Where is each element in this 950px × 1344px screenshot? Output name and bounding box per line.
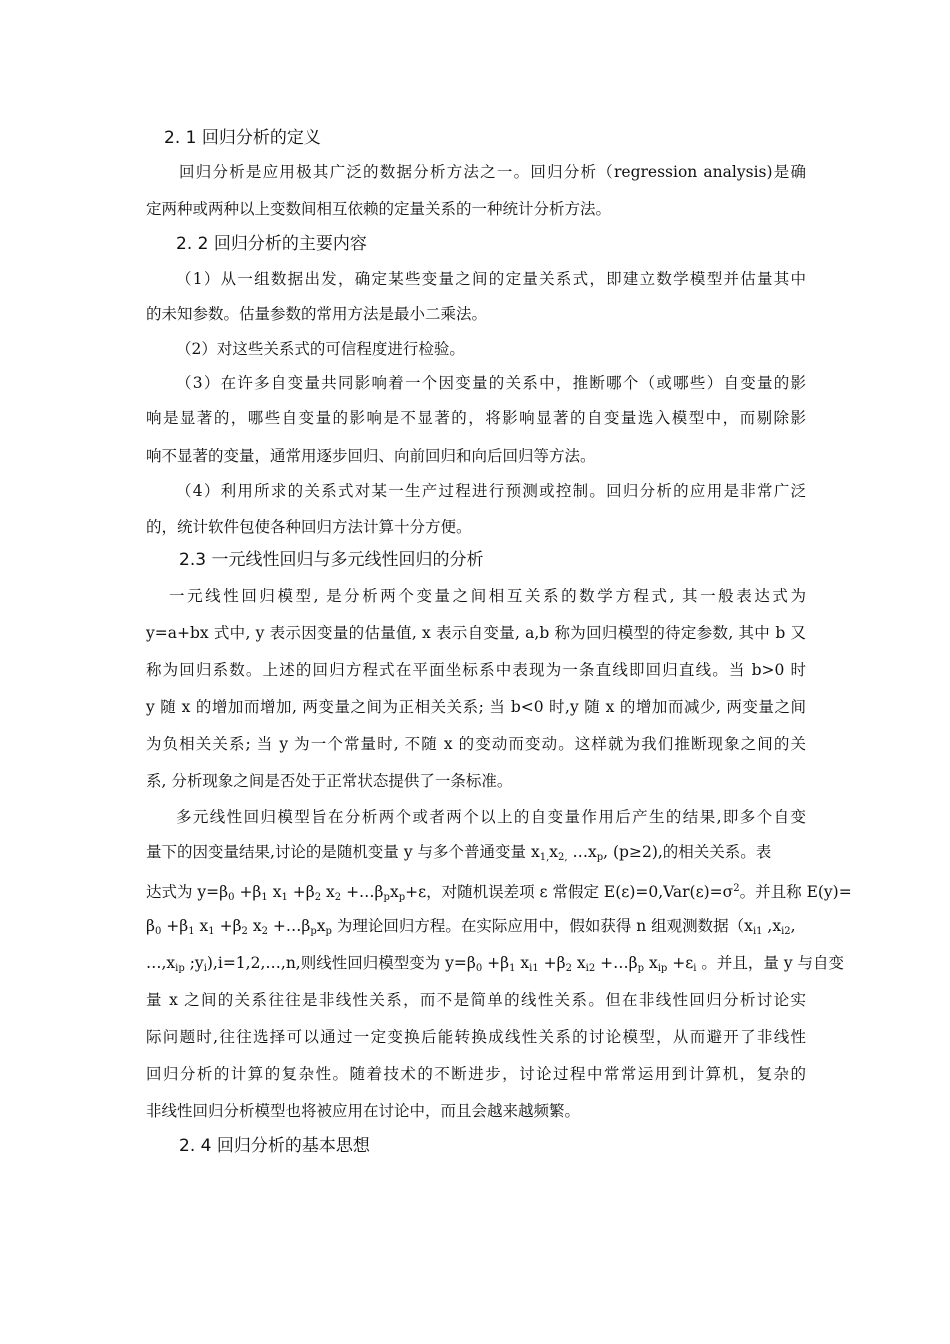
text-run: x — [194, 917, 209, 935]
text-run: x — [321, 883, 335, 901]
subscript: 2 — [334, 892, 342, 903]
paragraph-line: 为负相关关系; 当 y 为一个常量时, 不随 x 的变动而变动。这样就为我们推断现象之间的关 — [146, 735, 806, 753]
formula-line — [146, 878, 852, 909]
list-item-line: （2）对这些关系式的可信程度进行检验。 — [176, 340, 465, 358]
subscript: ip — [175, 963, 185, 974]
text-run: 。并且称 E(y)= — [739, 883, 852, 901]
subscript: i — [693, 963, 697, 974]
subscript: p — [310, 926, 317, 937]
paragraph-line: 回归分析是应用极其广泛的数据分析方法之一。回归分析（regression analysis)是确 — [179, 163, 806, 181]
text-run: +β — [161, 917, 189, 935]
text-run: , — [790, 917, 796, 935]
subscript: 1 — [261, 892, 268, 903]
list-item-line: 响是显著的，哪些自变量的影响是不显著的，将影响显著的自变量选入模型中，而剔除影 — [146, 409, 806, 427]
text-run: +β — [214, 917, 242, 935]
text-run: ,x — [762, 917, 782, 935]
formula-line — [146, 841, 806, 869]
text-run: x — [572, 954, 586, 972]
paragraph-line: 定两种或两种以上变数间相互依赖的定量关系的一种统计分析方法。 — [146, 200, 612, 218]
paragraph-line: 称为回归系数。上述的回归方程式在平面坐标系中表现为一条直线即回归直线。当 b>0 时 — [146, 661, 806, 679]
text-run: …,x — [146, 954, 176, 972]
subscript: i1 — [529, 963, 539, 974]
text-run: +ε — [667, 954, 694, 972]
list-item-line: （4）利用所求的关系式对某一生产过程进行预测或控制。回归分析的应用是非常广泛 — [176, 482, 806, 500]
subscript: 1, — [539, 852, 550, 863]
text-run: +…β — [341, 883, 384, 901]
text-run: +…β — [267, 917, 311, 935]
section-heading-2-3: 2.3 一元线性回归与多元线性回归的分析 — [179, 550, 484, 570]
paragraph-line: y=a+bx 式中, y 表示因变量的估量值, x 表示自变量, a,b 称为回归模型的待定参数, 其中 b 又 — [146, 624, 806, 642]
subscript: ip — [657, 963, 668, 974]
text-run: 量下的因变量结果,讨论的是随机变量 y 与多个普通变量 x — [146, 843, 540, 861]
text-run: ;y — [184, 954, 204, 972]
paragraph-line: 系, 分析现象之间是否处于正常状态提供了一条标准。 — [146, 772, 513, 790]
section-heading-2-4: 2. 4 回归分析的基本思想 — [179, 1136, 370, 1156]
paragraph-line: 量 x 之间的关系往往是非线性关系，而不是简单的线性关系。但在非线性回归分析讨论实 — [146, 991, 806, 1009]
text-run: x — [644, 954, 658, 972]
paragraph-line: y 随 x 的增加而增加, 两变量之间为正相关关系; 当 b<0 时,y 随 x 的增加而减少, 两变量之间 — [146, 698, 806, 716]
text-run: , (p≥2),的相关关系。表 — [603, 843, 772, 861]
subscript: p — [637, 963, 645, 974]
subscript: p — [383, 892, 390, 903]
text-run: +β — [287, 883, 315, 901]
subscript: i1 — [752, 926, 763, 937]
text-run: 达式为 y=β — [146, 883, 229, 901]
paragraph-line: 多元线性回归模型旨在分析两个或者两个以上的自变量作用后产生的结果,即多个自变 — [176, 808, 806, 826]
text-run: +…β — [595, 954, 638, 972]
text-run: +β — [234, 883, 262, 901]
subscript: p — [325, 926, 332, 937]
text-run: x — [389, 883, 399, 901]
subscript: 1 — [208, 926, 215, 937]
text-run: x — [316, 917, 326, 935]
text-run: +ε，对随机误差项 ε 常假定 E(ε)=0,Var(ε)=σ — [405, 883, 734, 901]
text-run: x — [247, 917, 262, 935]
subscript: i2 — [585, 963, 596, 974]
text-run: …x — [567, 843, 597, 861]
subscript: i2 — [781, 926, 791, 937]
subscript: p — [596, 852, 604, 863]
list-item-line: 的，统计软件包使各种回归方法计算十分方便。 — [146, 518, 472, 536]
section-heading-2-2: 2. 2 回归分析的主要内容 — [176, 234, 367, 254]
subscript: 2, — [558, 852, 568, 863]
text-run: x — [515, 954, 530, 972]
list-item-line: 的未知参数。估量参数的常用方法是最小二乘法。 — [146, 305, 488, 323]
subscript: 2 — [261, 926, 268, 937]
text-run: ),i=1,2,…,n,则线性回归模型变为 y=β — [206, 954, 476, 972]
paragraph-line: 非线性回归分析模型也将被应用在讨论中，而且会越来越频繁。 — [146, 1102, 581, 1120]
subscript: 0 — [228, 892, 235, 903]
superscript: 2 — [733, 883, 740, 894]
subscript: 2 — [565, 963, 572, 974]
text-run: +β — [538, 954, 566, 972]
text-run: 为理论回归方程。在实际应用中，假如获得 n 组观测数据（x — [331, 917, 753, 935]
paragraph-line: 回归分析的计算的复杂性。随着技术的不断进步，讨论过程中常常运用到计算机，复杂的 — [146, 1065, 806, 1083]
text-run: 。并且，量 y 与自变 — [696, 954, 845, 972]
subscript: 1 — [281, 892, 288, 903]
text-run: x — [267, 883, 282, 901]
list-item-line: 响不显著的变量，通常用逐步回归、向前回归和向后回归等方法。 — [146, 447, 596, 465]
subscript: 2 — [314, 892, 322, 903]
subscript: 0 — [154, 926, 162, 937]
subscript: 2 — [241, 926, 248, 937]
paragraph-line: 际问题时,往往选择可以通过一定变换后能转换成线性关系的讨论模型，从而避开了非线性 — [146, 1028, 806, 1046]
paragraph-line: 一元线性回归模型, 是分析两个变量之间相互关系的数学方程式, 其一般表达式为 — [169, 587, 806, 605]
list-item-line: （1）从一组数据出发，确定某些变量之间的定量关系式，即建立数学模型并估量其中 — [176, 270, 806, 288]
text-run: x — [549, 843, 559, 861]
list-item-line: （3）在许多自变量共同影响着一个因变量的关系中，推断哪个（或哪些）自变量的影 — [176, 374, 806, 392]
subscript: 1 — [188, 926, 195, 937]
formula-line — [146, 915, 806, 943]
formula-line — [146, 952, 845, 980]
subscript: 0 — [475, 963, 483, 974]
text-run: β — [146, 917, 155, 935]
subscript: 1 — [509, 963, 516, 974]
subscript: p — [398, 892, 406, 903]
section-heading-2-1: 2. 1 回归分析的定义 — [164, 128, 321, 148]
subscript: i — [203, 963, 207, 974]
text-run: +β — [482, 954, 510, 972]
